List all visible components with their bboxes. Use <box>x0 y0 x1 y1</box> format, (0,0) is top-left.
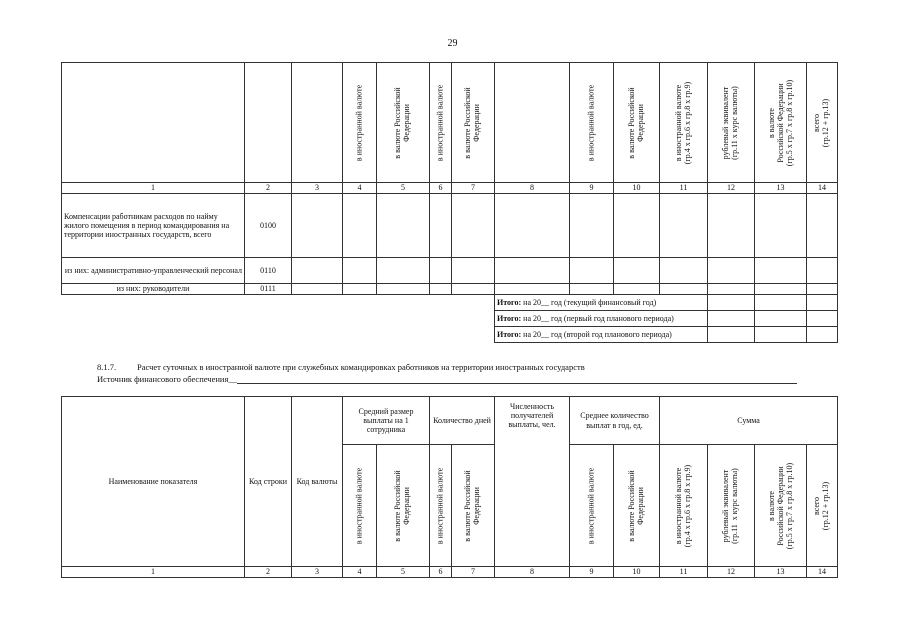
table-row <box>62 258 838 284</box>
header-avg-payment: Средний размер выплаты на 1 сотрудника <box>343 397 430 445</box>
col-number: 7 <box>452 183 495 194</box>
funding-source-label: Источник финансового обеспечения__ <box>97 374 237 384</box>
col-number: 3 <box>292 183 343 194</box>
row-name: из них: административно-управленческий персонал <box>62 258 245 284</box>
header-foreign-currency-9: в иностранной валюте <box>570 63 614 183</box>
header-row <box>62 63 838 183</box>
header-ruble-equivalent-12: рублевый эквивалент (гр.11 х курс валюты) <box>708 63 755 183</box>
header-rub-currency-7: в валюте Российской Федерации <box>452 445 495 567</box>
column-numbers-row <box>62 567 838 578</box>
header-rub-currency-10: в валюте Российской Федерации <box>614 445 660 567</box>
total-label: Итого: на 20__ год (второй год планового периода) <box>495 327 708 343</box>
col-number: 12 <box>708 567 755 578</box>
page-number: 29 <box>447 38 458 49</box>
header-cell-1 <box>62 63 245 183</box>
col-number: 9 <box>570 183 614 194</box>
header-row-code: Код строки <box>245 397 292 567</box>
header-cell-2 <box>245 63 292 183</box>
total-row <box>62 295 838 311</box>
col-number: 8 <box>495 567 570 578</box>
row-name: из них: руководители <box>62 284 245 295</box>
col-number: 13 <box>755 567 807 578</box>
header-rub-currency-10: в валюте Российской Федерации <box>614 63 660 183</box>
header-cell-3 <box>292 63 343 183</box>
col-number: 2 <box>245 567 292 578</box>
col-number: 2 <box>245 183 292 194</box>
header-foreign-currency-6: в иностранной валюте <box>430 63 452 183</box>
total-label: Итого: на 20__ год (первый год планового периода) <box>495 311 708 327</box>
row-code: 0110 <box>245 258 292 284</box>
col-number: 7 <box>452 567 495 578</box>
col-number: 9 <box>570 567 614 578</box>
header-days: Количество дней <box>430 397 495 445</box>
header-avg-count: Среднее количество выплат в год, ед. <box>570 397 660 445</box>
col-number: 10 <box>614 567 660 578</box>
header-foreign-currency-4: в иностранной валюте <box>343 445 377 567</box>
col-number: 5 <box>377 567 430 578</box>
col-number: 5 <box>377 183 430 194</box>
funding-source <box>97 374 840 384</box>
col-number: 10 <box>614 183 660 194</box>
header-sum-foreign-11: в иностранной валюте (гр.4 х гр.6 х гр.8 х гр.9) <box>660 445 708 567</box>
header-rub-currency-5: в валюте Российской Федерации <box>377 63 430 183</box>
col-number: 14 <box>807 183 838 194</box>
header-sum-rub-13: в валюте Российской Федерации (гр.5 х гр.7 х гр.8 х гр.10) <box>755 63 807 183</box>
col-number: 6 <box>430 183 452 194</box>
col-number: 14 <box>807 567 838 578</box>
col-number: 4 <box>343 567 377 578</box>
per-diem-table <box>61 396 838 578</box>
header-recipients: Численность получателей выплаты, чел. <box>495 397 570 567</box>
col-number: 11 <box>660 183 708 194</box>
header-sum-rub-13: в валюте Российской Федерации (гр.5 х гр.7 х гр.8 х гр.10) <box>755 445 807 567</box>
col-number: 8 <box>495 183 570 194</box>
table-row <box>62 194 838 258</box>
col-number: 12 <box>708 183 755 194</box>
section-number: 8.1.7. <box>97 362 117 372</box>
row-name: Компенсации работникам расходов по найму жилого помещения в период командирования на территории иностранных государств, всего <box>62 194 245 258</box>
column-numbers-row <box>62 183 838 194</box>
header-foreign-currency-9: в иностранной валюте <box>570 445 614 567</box>
total-label: Итого: на 20__ год (текущий финансовый год) <box>495 295 708 311</box>
row-code: 0111 <box>245 284 292 295</box>
col-number: 6 <box>430 567 452 578</box>
header-foreign-currency-6: в иностранной валюте <box>430 445 452 567</box>
header-currency-code: Код валюты <box>292 397 343 567</box>
section-heading <box>97 362 585 372</box>
section-title: Расчет суточных в иностранной валюте при служебных командировках работников на территории иностранных государств <box>137 362 585 372</box>
header-ruble-equivalent-12: рублевый эквивалент (гр.11 х курс валюты) <box>708 445 755 567</box>
header-total-14: всего (гр.12 + гр.13) <box>807 63 838 183</box>
header-sum-foreign-11: в иностранной валюте (гр.4 х гр.6 х гр.8 х гр.9) <box>660 63 708 183</box>
col-number: 11 <box>660 567 708 578</box>
total-row <box>62 311 838 327</box>
col-number: 1 <box>62 567 245 578</box>
header-rub-currency-7: в валюте Российской Федерации <box>452 63 495 183</box>
table-row <box>62 284 838 295</box>
col-number: 3 <box>292 567 343 578</box>
total-row <box>62 327 838 343</box>
funding-source-line <box>237 374 797 384</box>
header-cell-8 <box>495 63 570 183</box>
col-number: 4 <box>343 183 377 194</box>
header-rub-currency-5: в валюте Российской Федерации <box>377 445 430 567</box>
header-indicator-name: Наименование показателя <box>62 397 245 567</box>
col-number: 1 <box>62 183 245 194</box>
table-continuation <box>61 62 838 343</box>
col-number: 13 <box>755 183 807 194</box>
header-sum: Сумма <box>660 397 838 445</box>
header-foreign-currency-4: в иностранной валюте <box>343 63 377 183</box>
row-code: 0100 <box>245 194 292 258</box>
header-total-14: всего (гр.12 + гр.13) <box>807 445 838 567</box>
header-row <box>62 397 838 445</box>
